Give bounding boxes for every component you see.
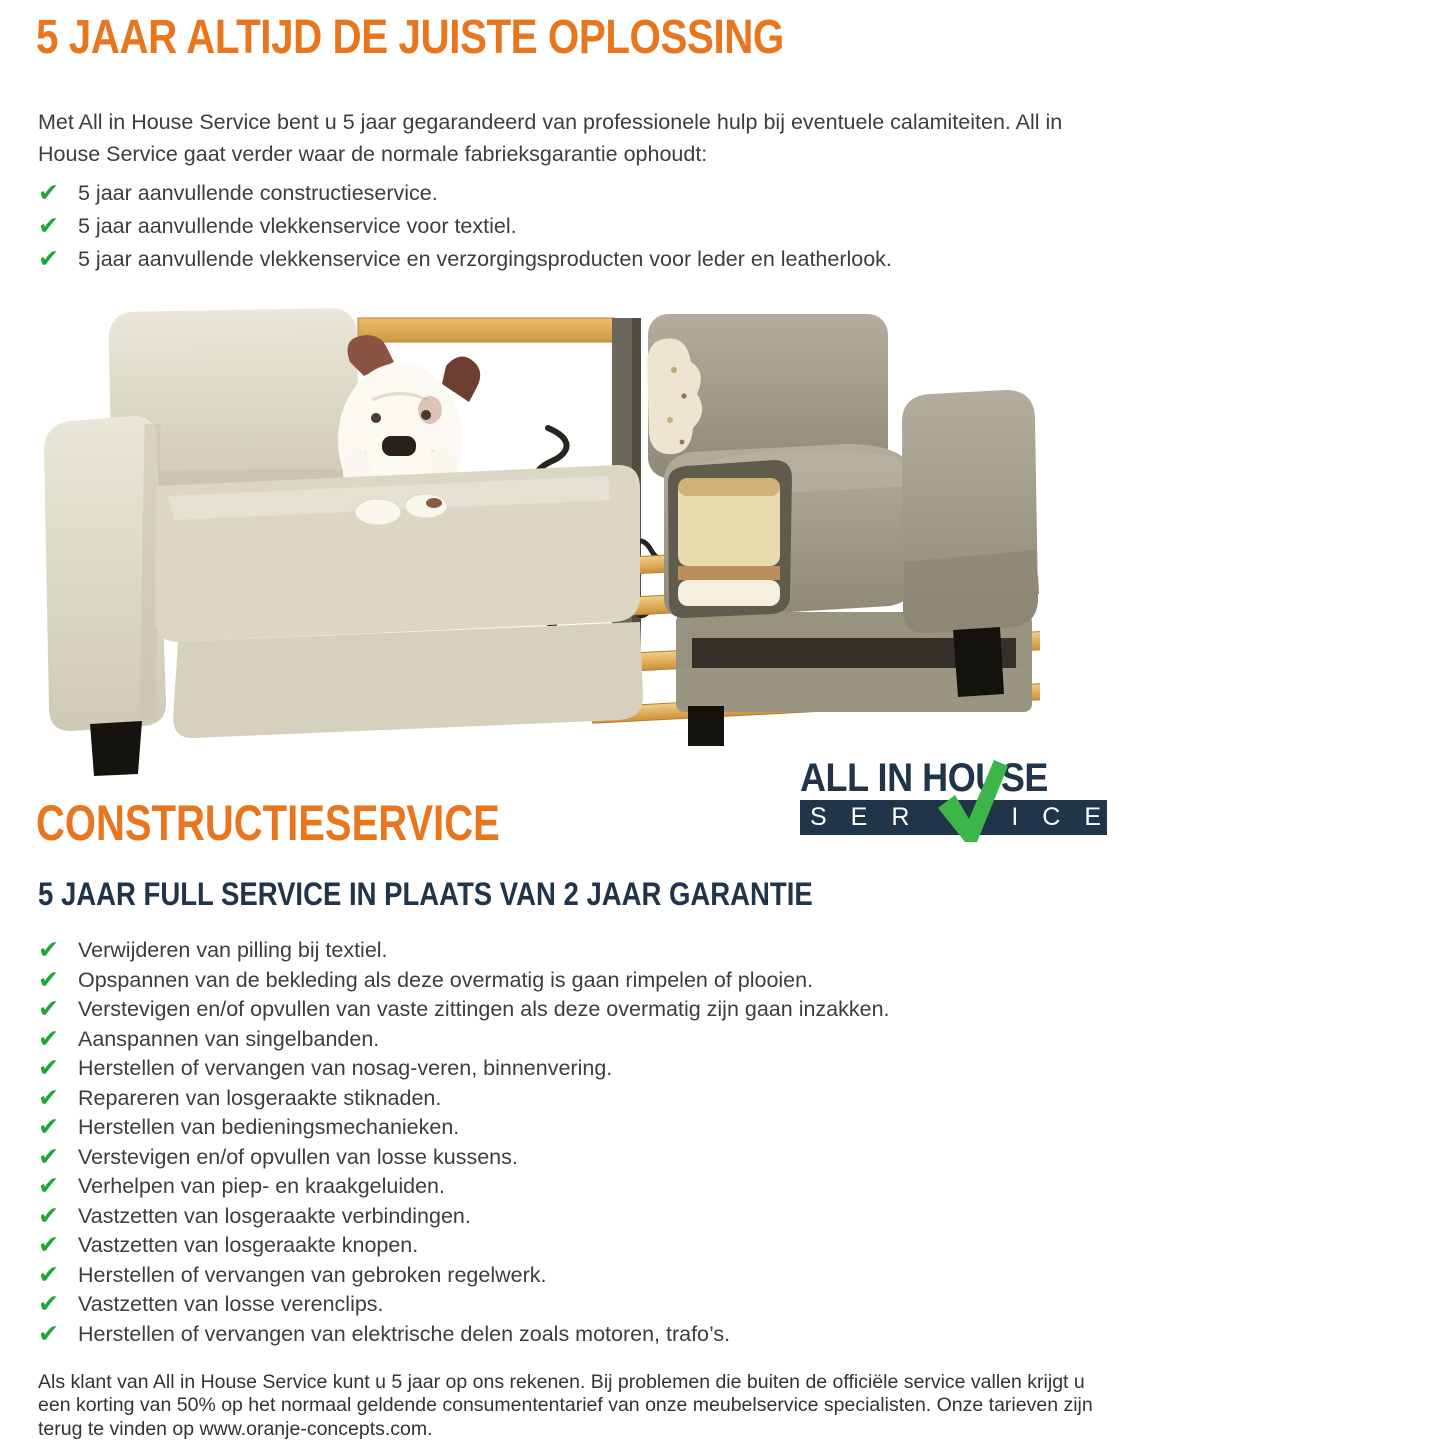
check-item-label: Herstellen van bedieningsmechanieken.	[78, 1115, 460, 1139]
check-icon: ✔	[38, 212, 59, 240]
check-list-item	[38, 1143, 890, 1173]
check-list-item	[38, 1231, 890, 1261]
check-list-item	[38, 1290, 890, 1320]
check-item-label: Verstevigen en/of opvullen van losse kussens.	[78, 1144, 518, 1169]
logo-checkmark-icon	[932, 758, 1012, 842]
right-armchair	[647, 314, 1038, 746]
check-icon: ✔	[38, 1113, 59, 1141]
check-item-label: 5 jaar aanvullende constructieservice.	[78, 181, 438, 205]
check-item-label: Vastzetten van losgeraakte verbindingen.	[78, 1203, 471, 1228]
check-list-item	[38, 966, 890, 996]
logo-subtitle-right: ICE	[1011, 803, 1125, 831]
check-icon: ✔	[38, 1260, 59, 1289]
check-item-label: Repareren van losgeraakte stiknaden.	[78, 1085, 442, 1110]
check-icon: ✔	[38, 1319, 59, 1348]
check-icon: ✔	[38, 1142, 59, 1171]
check-item-label: Herstellen of vervangen van elektrische delen zoals motoren, trafo’s.	[78, 1321, 731, 1346]
check-icon: ✔	[38, 995, 59, 1023]
check-list-item	[38, 936, 890, 966]
intro-checklist	[38, 177, 892, 276]
check-item-label: Verhelpen van piep- en kraakgeluiden.	[78, 1174, 445, 1198]
check-list-item	[38, 1025, 890, 1055]
check-list-item	[38, 995, 890, 1025]
check-item-label: Verwijderen van pilling bij textiel.	[78, 938, 388, 962]
check-item-label: 5 jaar aanvullende vlekkenservice voor textiel.	[78, 214, 517, 238]
construction-title: CONSTRUCTIESERVICE	[36, 795, 500, 851]
check-icon: ✔	[38, 1201, 59, 1230]
bulldog-paw	[355, 499, 401, 525]
intro-paragraph: Met All in House Service bent u 5 jaar gegarandeerd van professionele hulp bij eventuele calamiteiten. All in House Service gaat verder waar de normale fabrieksgarantie ophoudt:	[38, 109, 1063, 166]
footer-paragraph: Als klant van All in House Service kunt u 5 jaar op ons rekenen. Bij problemen die buiten de officiële service vallen krijgt u een korting van 50% op het normaal geldende consumententarief van onze meubelservice specialisten. Onze tarieven zijn terug te vinden op www.oranje-concepts.com.	[38, 1370, 1093, 1440]
check-list-item	[38, 177, 892, 210]
check-icon: ✔	[38, 1172, 59, 1200]
construction-subtitle: 5 JAAR FULL SERVICE IN PLAATS VAN 2 JAAR GARANTIE	[38, 876, 813, 912]
check-icon: ✔	[38, 245, 59, 273]
check-item-label: Vastzetten van losse verenclips.	[78, 1292, 384, 1316]
check-list-item	[38, 1113, 890, 1143]
page-title: 5 JAAR ALTIJD DE JUISTE OPLOSSING	[36, 11, 784, 64]
check-icon: ✔	[38, 1054, 59, 1082]
check-icon: ✔	[38, 936, 59, 964]
sofa-leg-right	[953, 627, 1004, 697]
check-icon: ✔	[38, 1231, 59, 1259]
bulldog-paw	[405, 494, 447, 518]
check-list-item	[38, 1054, 890, 1084]
check-list-item	[38, 243, 892, 276]
sofa-cutaway-illustration	[28, 300, 1040, 778]
check-icon: ✔	[38, 965, 59, 994]
sofa-cutaway-svg	[28, 300, 1040, 778]
check-icon: ✔	[38, 1083, 59, 1112]
check-item-label: Herstellen of vervangen van nosag-veren, binnenvering.	[78, 1056, 613, 1080]
check-list-item	[38, 1261, 890, 1291]
check-list-item	[38, 1084, 890, 1114]
check-icon: ✔	[38, 179, 59, 207]
check-list-item	[38, 1320, 890, 1350]
logo-subtitle-left: SER	[810, 803, 934, 831]
check-item-label: 5 jaar aanvullende vlekkenservice en verzorgingsproducten voor leder en leatherlook.	[78, 247, 892, 271]
construction-checklist	[38, 936, 890, 1349]
check-item-label: Aanspannen van singelbanden.	[78, 1026, 380, 1051]
cushion-cross-section	[668, 460, 792, 618]
check-list-item	[38, 1202, 890, 1232]
check-icon: ✔	[38, 1290, 59, 1318]
check-icon: ✔	[38, 1024, 59, 1053]
sofa-leg-left	[90, 721, 142, 776]
check-item-label: Opspannen van de bekleding als deze overmatig is gaan rimpelen of plooien.	[78, 967, 814, 992]
logo-title: ALL IN HOUSE	[800, 756, 1048, 800]
all-in-house-service-logo	[800, 756, 1125, 842]
check-item-label: Herstellen of vervangen van gebroken regelwerk.	[78, 1262, 547, 1287]
check-item-label: Verstevigen en/of opvullen van vaste zittingen als deze overmatig zijn gaan inzakken.	[78, 997, 890, 1021]
sofa-leg-middle	[688, 706, 724, 746]
check-item-label: Vastzetten van losgeraakte knopen.	[78, 1233, 419, 1257]
check-list-item	[38, 1172, 890, 1202]
check-list-item	[38, 210, 892, 243]
